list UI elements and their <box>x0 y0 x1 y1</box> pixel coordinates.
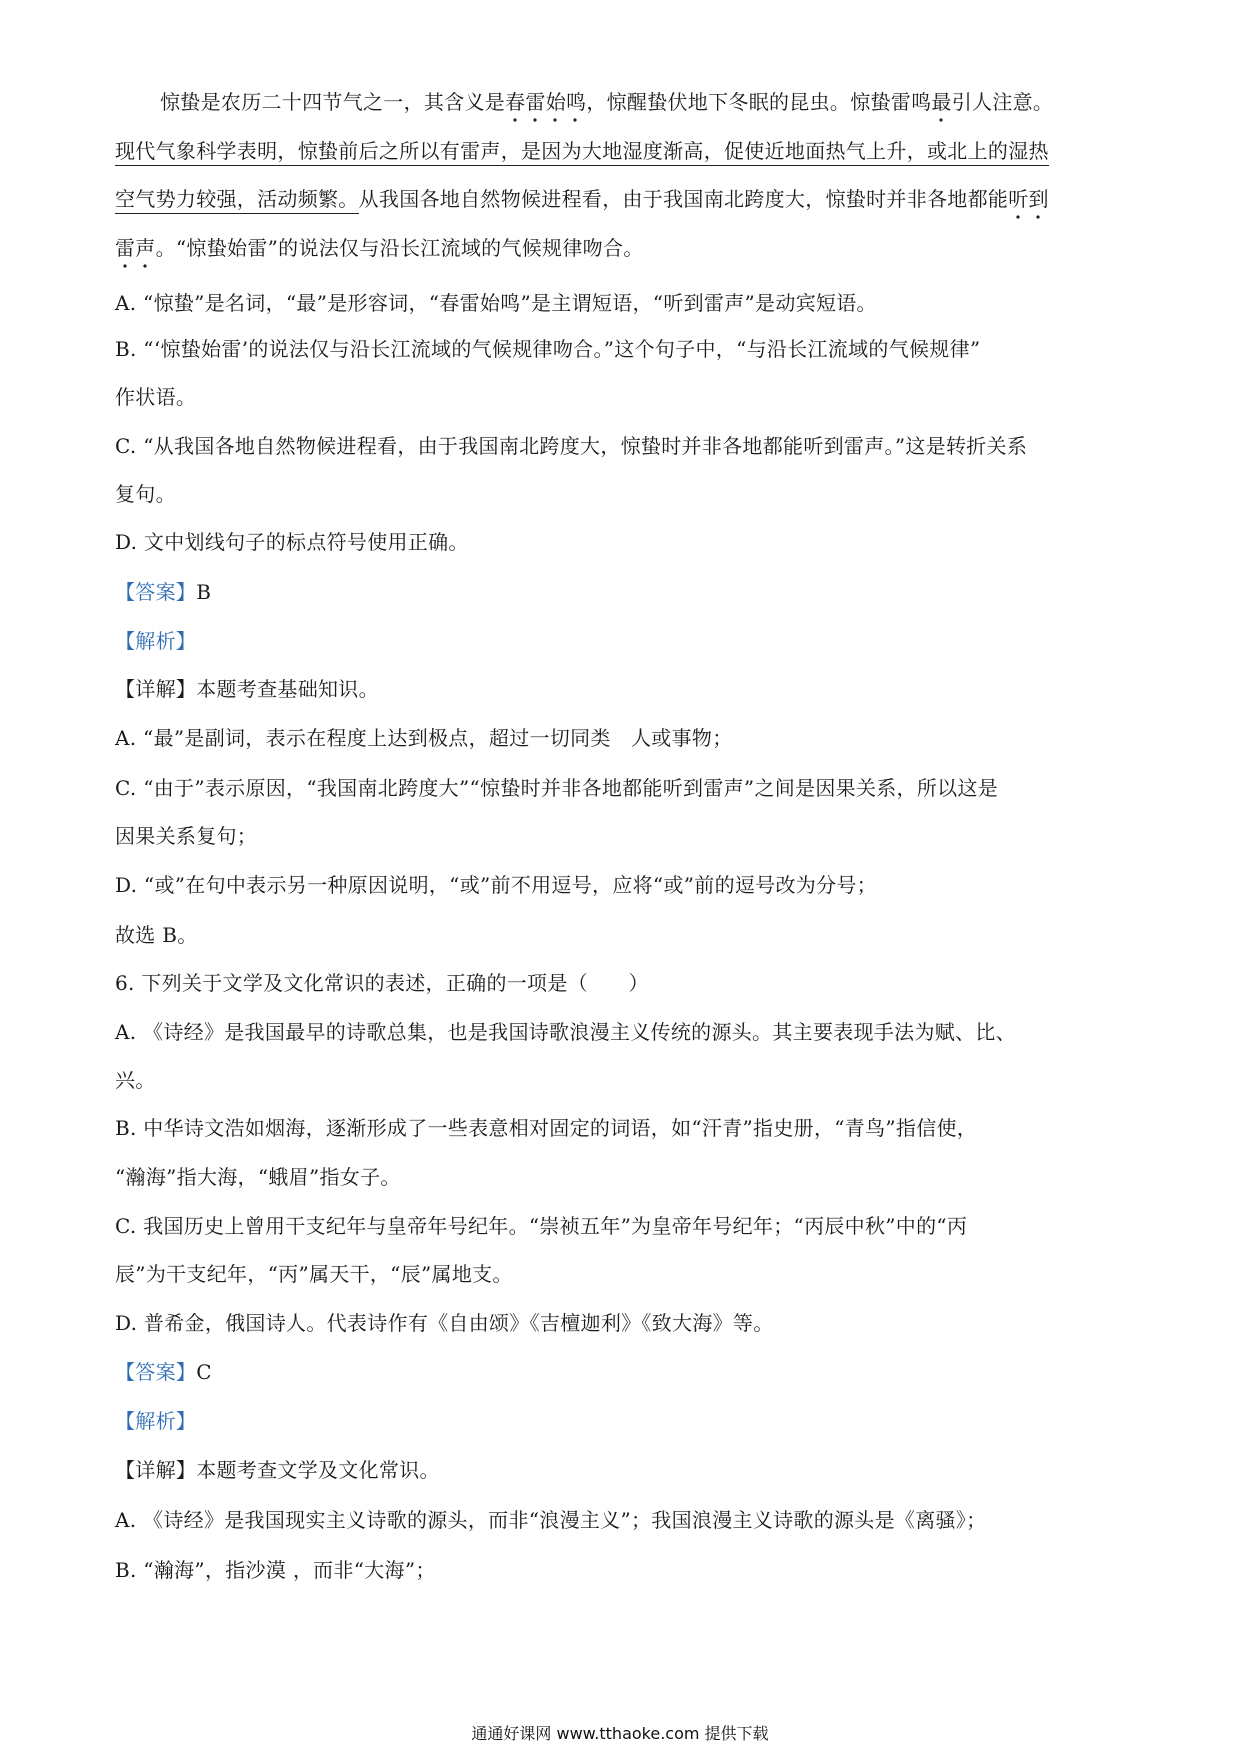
emphasis-dots: 雷声 <box>115 236 156 260</box>
q5-option-a: A. “惊蛰”是名词，“最”是形容词，“春雷始鸣”是主谓短语，“听到雷声”是动宾短语。 <box>115 291 877 315</box>
q5-option-d: D. 文中划线句子的标点符号使用正确。 <box>115 530 469 554</box>
answer-value: B <box>196 580 212 604</box>
q6-stem: 6. 下列关于文学及文化常识的表述，正确的一项是（ ） <box>115 971 649 995</box>
passage-line-3: 空气势力较强，活动频繁。从我国各地自然物候进程看，由于我国南北跨度大，惊蛰时并非各地都能听到 <box>115 185 1049 213</box>
emphasis-dots: 听到 <box>1008 187 1049 211</box>
detail-tag: 【详解】 <box>115 1458 197 1482</box>
q6-option-c-line-2: 辰”为干支纪年，“丙”属天干，“辰”属地支。 <box>115 1262 513 1286</box>
underlined-sentence: 空气势力较强，活动频繁。 <box>115 187 359 214</box>
page-footer: 通通好课网 www.tthaoke.com 提供下载 <box>471 1724 769 1743</box>
q5-answer <box>115 578 211 606</box>
q6-explain-a: A. 《诗经》是我国现实主义诗歌的源头，而非“浪漫主义”；我国浪漫主义诗歌的源头是《离骚》； <box>115 1508 987 1532</box>
q5-explain-c-line-1: C. “由于”表示原因，“我国南北跨度大”“惊蛰时并非各地都能听到雷声”之间是因果关系，所以这是 <box>115 776 999 800</box>
q6-option-b-line-1: B. 中华诗文浩如烟海，逐渐形成了一些表意相对固定的词语，如“汗青”指史册，“青鸟”指信使， <box>115 1116 978 1140</box>
q6-option-a-line-2: 兴。 <box>115 1068 156 1092</box>
passage-line-1: 惊蛰是农历二十四节气之一，其含义是春雷始鸣，惊醒蛰伏地下冬眠的昆虫。惊蛰雷鸣最引人注意。 <box>160 90 1054 114</box>
q5-option-b-line-1: B. “‘惊蛰始雷’的说法仅与沿长江流域的气候规律吻合。”这个句子中，“与沿长江流域的气候规律” <box>115 337 981 361</box>
answer-tag: 【答案】 <box>115 1360 197 1384</box>
passage-line-4: 雷声。“惊蛰始雷”的说法仅与沿长江流域的气候规律吻合。 <box>115 236 644 260</box>
q6-option-b-line-2: “瀚海”指大海，“蛾眉”指女子。 <box>115 1165 401 1189</box>
q5-explain-d: D. “或”在句中表示另一种原因说明，“或”前不用逗号，应将“或”前的逗号改为分号； <box>115 873 877 897</box>
q6-option-d: D. 普希金，俄国诗人。代表诗作有《自由颂》《吉檀迦利》《致大海》等。 <box>115 1311 774 1335</box>
passage-line-2 <box>115 137 1049 165</box>
answer-tag: 【答案】 <box>115 580 197 604</box>
q5-analysis-tag: 【解析】 <box>115 629 197 653</box>
q5-option-c-line-1: C. “从我国各地自然物候进程看，由于我国南北跨度大，惊蛰时并非各地都能听到雷声。”这是转折关系 <box>115 434 1028 458</box>
q6-detail: 【详解】本题考查文学及文化常识。 <box>115 1458 440 1482</box>
q6-answer <box>115 1358 212 1386</box>
q6-explain-b: B. “瀚海”，指沙漠 ，而非“大海”； <box>115 1558 436 1582</box>
q5-conclusion: 故选 B。 <box>115 923 198 947</box>
q6-option-a-line-1: A. 《诗经》是我国最早的诗歌总集，也是我国诗歌浪漫主义传统的源头。其主要表现手法为赋、比、 <box>115 1020 1016 1044</box>
underlined-sentence: 现代气象科学表明，惊蛰前后之所以有雷声，是因为大地湿度渐高，促使近地面热气上升，或北上的湿热 <box>115 139 1049 166</box>
q5-option-c-line-2: 复句。 <box>115 482 176 506</box>
q5-option-b-line-2: 作状语。 <box>115 385 197 409</box>
q6-analysis-tag: 【解析】 <box>115 1409 197 1433</box>
q5-detail: 【详解】本题考查基础知识。 <box>115 677 379 701</box>
emphasis-dots: 最 <box>931 90 952 114</box>
q6-option-c-line-1: C. 我国历史上曾用干支纪年与皇帝年号纪年。“崇祯五年”为皇帝年号纪年；“丙辰中秋”中的“丙 <box>115 1214 968 1238</box>
detail-tag: 【详解】 <box>115 677 197 701</box>
q5-explain-a: A. “最”是副词，表示在程度上达到极点，超过一切同类 人或事物； <box>115 726 733 750</box>
q5-explain-c-line-2: 因果关系复句； <box>115 824 258 848</box>
answer-value: C <box>196 1360 212 1384</box>
emphasis-dots: 春雷始鸣 <box>505 90 587 114</box>
